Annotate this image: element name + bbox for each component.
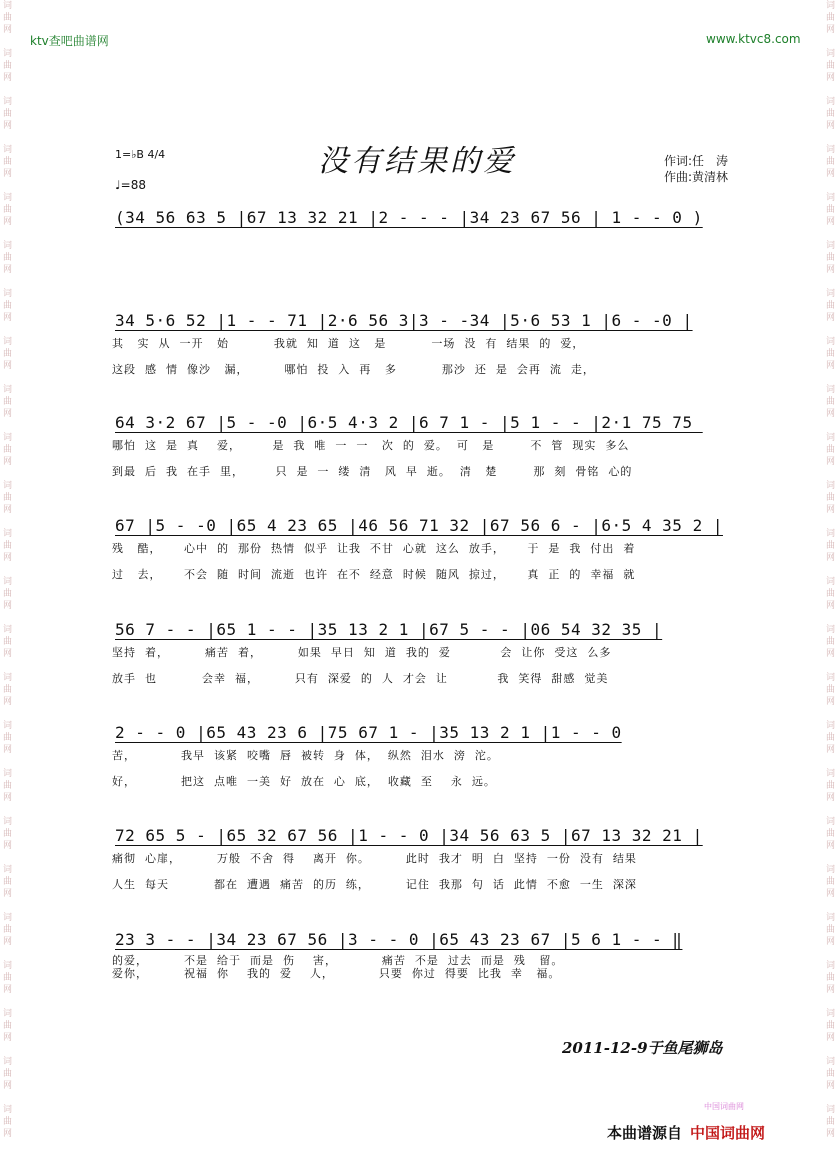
lyric-verse-1: 残 酷， 心中 的 那份 热情 似乎 让我 不甘 心就 这么 放手， 于 是 我 付出 着	[112, 542, 636, 555]
watermark-left: 词 曲 网 词 曲 网 词 曲 网 词 曲 网 词 曲 网 词 曲 网 词 曲 网 词 曲 网 词 曲 网 词 曲 网 词 曲 网 词 曲 网 词 曲 网 词 曲 网 词 曲 网 词 曲 网 词 曲 网 词 曲 网 词 曲 网 词 曲 网 词 曲 网 词 曲 网 词 曲 网 词 曲 网	[3, 1, 13, 1139]
notation-line: 23 3 - - |34 23 67 56 |3 - - 0 |65 43 23 67 |5 6 1 - - ‖	[115, 930, 683, 949]
notation-line: 64 3·2 67 |5 - -0 |6·5 4·3 2 |6 7 1 - |5 1 - - |2·1 75 75	[115, 413, 703, 432]
key-signature: 1=♭B 4/4	[115, 148, 166, 161]
lyric-verse-2: 这段 感 情 像沙 漏， 哪怕 投 入 再 多 那沙 还 是 会再 流 走，	[112, 363, 595, 376]
tempo-marking: ♩=88	[115, 178, 146, 192]
lyric-verse-2: 放手 也 会幸 福， 只有 深爱 的 人 才会 让 我 笑得 甜感 觉美	[112, 672, 609, 685]
lyric-verse-1: 其 实 从 一开 始 我就 知 道 这 是 一场 没 有 结果 的 爱，	[112, 337, 585, 350]
lyric-verse-2: 过 去， 不会 随 时间 流逝 也许 在不 经意 时候 随风 掠过， 真 正 的 幸福 就	[112, 568, 636, 581]
site-url-right[interactable]: www.ktvc8.com	[706, 32, 801, 46]
notation-line: 56 7 - - |65 1 - - |35 13 2 1 |67 5 - - |06 54 32 35 |	[115, 620, 663, 639]
lyric-verse-2: 人生 每天 都在 遭遇 痛苦 的历 练， 记住 我那 句 话 此情 不愈 一生 深深	[112, 878, 637, 891]
notation-line: (34 56 63 5 |67 13 32 21 |2 - - - |34 23 67 56 | 1 - - 0 )	[115, 208, 703, 227]
notation-line: 67 |5 - -0 |65 4 23 65 |46 56 71 32 |67 56 6 - |6·5 4 35 2 |	[115, 516, 723, 535]
lyric-verse-1: 的爱， 不是 给于 而是 伤 害， 痛苦 不是 过去 而是 残 留。	[112, 954, 564, 967]
notation-line: 72 65 5 - |65 32 67 56 |1 - - 0 |34 56 63 5 |67 13 32 21 |	[115, 826, 703, 845]
site-name-left[interactable]: ktv查吧曲谱网	[30, 34, 109, 48]
lyric-verse-2: 好， 把这 点唯 一美 好 放在 心 底， 收藏 至 永 远。	[112, 775, 496, 788]
lyric-verse-1: 苦， 我早 该紧 咬嘴 唇 被转 身 体， 纵然 泪水 滂 沱。	[112, 749, 499, 762]
source-link[interactable]: 中国词曲网	[690, 1124, 766, 1142]
site-logo[interactable]: 中国词曲网	[704, 1102, 744, 1111]
credits	[664, 153, 728, 185]
notation-line: 2 - - 0 |65 43 23 6 |75 67 1 - |35 13 2 1 |1 - - 0	[115, 723, 622, 742]
source-label: 本曲谱源自	[607, 1124, 683, 1142]
lyric-verse-2: 爱你， 祝福 你 我的 爱 人， 只要 你过 得要 比我 幸 福。	[112, 967, 561, 980]
lyric-verse-1: 坚持 着， 痛苦 着， 如果 早日 知 道 我的 爱 会 让你 受这 么多	[112, 646, 612, 659]
lyric-verse-2: 到最 后 我 在手 里， 只 是 一 缕 清 风 早 逝。 清 楚 那 刻 骨铭 心的	[112, 465, 633, 478]
lyricist: 作词:任 涛	[664, 154, 729, 168]
composition-date: 2011-12-9于鱼尾狮岛	[562, 1039, 723, 1057]
watermark-right: 词 曲 网 词 曲 网 词 曲 网 词 曲 网 词 曲 网 词 曲 网 词 曲 网 词 曲 网 词 曲 网 词 曲 网 词 曲 网 词 曲 网 词 曲 网 词 曲 网 词 曲 网 词 曲 网 词 曲 网 词 曲 网 词 曲 网 词 曲 网 词 曲 网 词 曲 网 词 曲 网 词 曲 网	[826, 1, 836, 1139]
notation-line: 34 5·6 52 |1 - - 71 |2·6 56 3|3 - -34 |5·6 53 1 |6 - -0 |	[115, 311, 693, 330]
song-title: 没有结果的爱	[318, 144, 516, 179]
lyric-verse-1: 痛彻 心扉， 万般 不舍 得 离开 你。 此时 我才 明 白 坚持 一份 没有 结果	[112, 852, 637, 865]
composer: 作曲:黄清林	[664, 170, 729, 184]
lyric-verse-1: 哪怕 这 是 真 爱， 是 我 唯 一 一 次 的 爱。 可 是 不 管 现实 多么	[112, 439, 630, 452]
source-credit	[607, 1122, 765, 1143]
